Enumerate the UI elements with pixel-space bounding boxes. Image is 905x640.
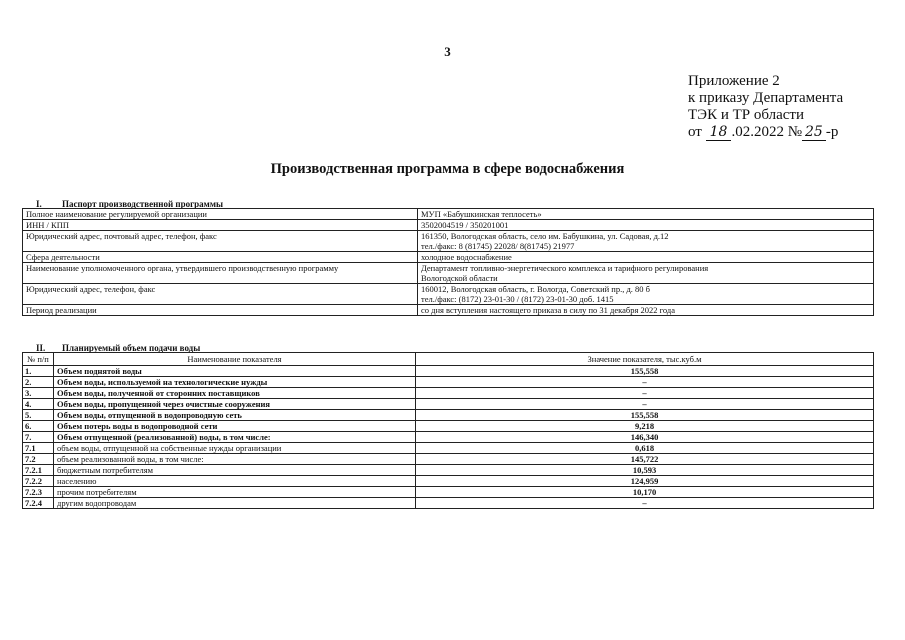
row-number: 7.1 [23, 443, 54, 454]
appendix-line-1: Приложение 2 [688, 73, 780, 89]
passport-value-line: 3502004519 / 350201001 [421, 220, 509, 230]
indicator-value: 155,558 [416, 366, 874, 377]
indicator-value: 0,618 [416, 443, 874, 454]
passport-label: Период реализации [23, 305, 418, 316]
row-number: 7.2.3 [23, 487, 54, 498]
table-header-row [23, 353, 874, 366]
indicator-name: Объем воды, отпущенной в водопроводную сеть [54, 410, 416, 421]
passport-value [418, 305, 874, 316]
row-number: 7.2.4 [23, 498, 54, 509]
indicator-name: Объем поднятой воды [54, 366, 416, 377]
table-row [23, 252, 874, 263]
passport-value-line: тел./факс: 8 (81745) 22028/ 8(81745) 21977 [421, 241, 575, 251]
indicator-name: Объем отпущенной (реализованной) воды, в том числе: [54, 432, 416, 443]
water-volume-table [22, 352, 874, 509]
table-row [23, 366, 874, 377]
table-row [23, 454, 874, 465]
table-row [23, 465, 874, 476]
passport-value-line: МУП «Бабушкинская теплосеть» [421, 209, 542, 219]
appendix-order-date [688, 124, 843, 141]
section-1-title: Паспорт производственной программы [62, 199, 223, 209]
indicator-name: бюджетным потребителям [54, 465, 416, 476]
row-number: 7.2 [23, 454, 54, 465]
indicator-name: прочим потребителям [54, 487, 416, 498]
passport-label: Юридический адрес, телефон, факс [23, 284, 418, 305]
row-number: 2. [23, 377, 54, 388]
indicator-value: 10,170 [416, 487, 874, 498]
table-row [23, 377, 874, 388]
indicator-name: объем воды, отпущенной на собственные нужды организации [54, 443, 416, 454]
row-number: 6. [23, 421, 54, 432]
indicator-value: – [416, 399, 874, 410]
row-number: 3. [23, 388, 54, 399]
indicator-value: – [416, 388, 874, 399]
table-row [23, 476, 874, 487]
table-row [23, 432, 874, 443]
indicator-name: Объем воды, используемой на технологические нужды [54, 377, 416, 388]
indicator-value: – [416, 498, 874, 509]
date-day-handwritten: 18 [706, 124, 732, 141]
order-suffix: -р [825, 124, 839, 140]
table-row [23, 263, 874, 284]
passport-label: Наименование уполномоченного органа, утвердившего производственную программу [23, 263, 418, 284]
page-number: 3 [444, 44, 451, 59]
passport-value [418, 263, 874, 284]
indicator-value: 155,558 [416, 410, 874, 421]
indicator-name: Объем воды, пропущенной через очистные сооружения [54, 399, 416, 410]
passport-value [418, 231, 874, 252]
row-number: 5. [23, 410, 54, 421]
table-row [23, 209, 874, 220]
passport-value [418, 220, 874, 231]
passport-value [418, 284, 874, 305]
passport-label: Полное наименование регулируемой организации [23, 209, 418, 220]
passport-value-line: Вологодской области [421, 273, 498, 283]
order-number-handwritten: 25 [802, 124, 826, 141]
indicator-value: 124,959 [416, 476, 874, 487]
header-value: Значение показателя, тыс.куб.м [416, 353, 874, 366]
passport-label: ИНН / КПП [23, 220, 418, 231]
indicator-name: Объем потерь воды в водопроводной сети [54, 421, 416, 432]
table-row [23, 399, 874, 410]
section-1-number: I. [36, 199, 42, 209]
date-rest: .02.2022 № [731, 124, 802, 140]
date-prefix: от [688, 124, 702, 140]
document-title: Производственная программа в сфере водоснабжения [270, 161, 625, 177]
passport-table [22, 208, 874, 316]
table-row [23, 421, 874, 432]
passport-label: Сфера деятельности [23, 252, 418, 263]
indicator-value: 9,218 [416, 421, 874, 432]
indicator-value: 10,593 [416, 465, 874, 476]
table-row [23, 220, 874, 231]
passport-value-line: Департамент топливно-энергетического комплекса и тарифного регулирования [421, 263, 709, 273]
passport-value-line: тел./факс: (8172) 23-01-30 / (8172) 23-01-30 доб. 1415 [421, 294, 614, 304]
indicator-name: объем реализованной воды, в том числе: [54, 454, 416, 465]
indicator-value: 145,722 [416, 454, 874, 465]
passport-value [418, 252, 874, 263]
appendix-line-2: к приказу Департамента [688, 90, 844, 106]
header-no: № п/п [23, 353, 54, 366]
row-number: 7.2.1 [23, 465, 54, 476]
indicator-name: Объем воды, полученной от сторонних поставщиков [54, 388, 416, 399]
indicator-value: – [416, 377, 874, 388]
passport-value [418, 209, 874, 220]
table-row [23, 305, 874, 316]
table-row [23, 487, 874, 498]
section-2-title: Планируемый объем подачи воды [62, 343, 201, 353]
table-row [23, 410, 874, 421]
table-row [23, 388, 874, 399]
indicator-name: населению [54, 476, 416, 487]
appendix-header [688, 73, 843, 141]
indicator-name: другим водопроводам [54, 498, 416, 509]
table-row [23, 231, 874, 252]
header-name: Наименование показателя [54, 353, 416, 366]
row-number: 7.2.2 [23, 476, 54, 487]
indicator-value: 146,340 [416, 432, 874, 443]
table-row [23, 498, 874, 509]
appendix-line-3: ТЭК и ТР области [688, 107, 804, 123]
passport-value-line: со дня вступления настоящего приказа в силу по 31 декабря 2022 года [421, 305, 675, 315]
section-2-number: II. [36, 343, 46, 353]
passport-value-line: 160012, Вологодская область, г. Вологда, Советский пр., д. 80 б [421, 284, 651, 294]
table-row [23, 443, 874, 454]
passport-value-line: холодное водоснабжение [421, 252, 512, 262]
passport-label: Юридический адрес, почтовый адрес, телефон, факс [23, 231, 418, 252]
row-number: 7. [23, 432, 54, 443]
row-number: 1. [23, 366, 54, 377]
row-number: 4. [23, 399, 54, 410]
table-row [23, 284, 874, 305]
passport-value-line: 161350, Вологодская область, село им. Бабушкина, ул. Садовая, д.12 [421, 231, 669, 241]
